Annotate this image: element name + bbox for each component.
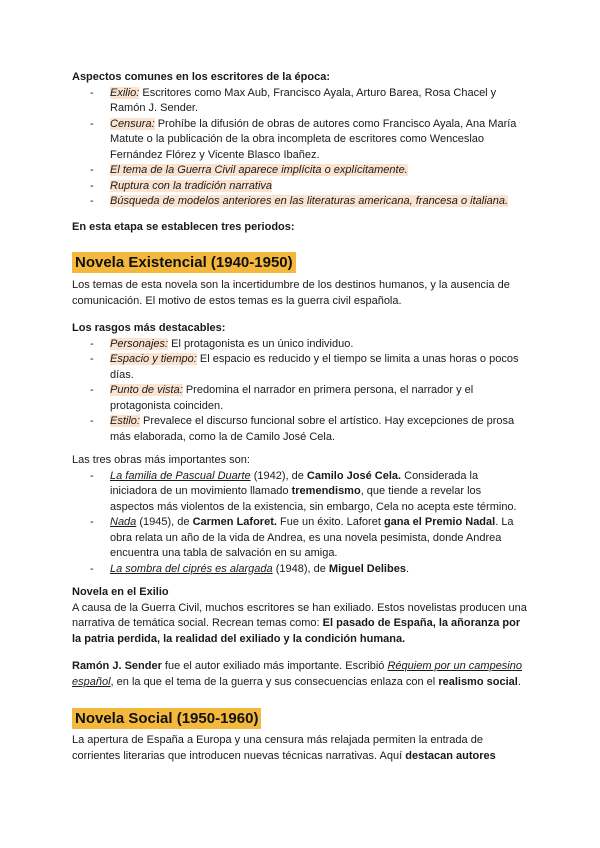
aspects-heading: Aspectos comunes en los escritores de la época: <box>72 71 330 83</box>
list-item: - Estilo: Prevalece el discurso funcional sobre el artístico. Hay excepciones de prosa más elaborada, como la de Camilo José Cela. <box>110 414 528 445</box>
list-item: - Búsqueda de modelos anteriores en las literaturas americana, francesa o italiana. <box>110 194 528 210</box>
obras-section <box>72 453 528 577</box>
list-item: - La familia de Pascual Duarte (1942), de Camilo José Cela. Considerada la iniciadora de un movimiento llamado tremendismo, que tiende a revelar los aspectos más violentos de la existencia, sin embargo, Cela no acepta este término. <box>110 469 528 516</box>
list-item: - Espacio y tiempo: El espacio es reducido y el tiempo se limita a unas horas o pocos días. <box>110 352 528 383</box>
rasgos-list <box>72 337 528 446</box>
section-heading-social: Novela Social (1950-1960) <box>72 708 261 729</box>
list-item: - Nada (1945), de Carmen Laforet. Fue un éxito. Laforet gana el Premio Nadal. La obra relata un año de la vida de Andrea, es una novela pesimista, donde Andrea encuentra una tabla de salvación en su amiga. <box>110 515 528 562</box>
list-item: - Censura: Prohíbe la difusión de obras de autores como Francisco Ayala, Ana María Matute o la publicación de la obra incompleta de escritores como Wenceslao Fernández Flórez y Vicente Blasco Ibañez. <box>110 117 528 164</box>
list-item: - Exilio: Escritores como Max Aub, Francisco Ayala, Arturo Barea, Rosa Chacel y Ramón J. Sender. <box>110 86 528 117</box>
book-title: Réquiem por un campesino español <box>72 660 522 688</box>
exilio-paragraph: A causa de la Guerra Civil, muchos escritores se han exiliado. Estos novelistas producen una narrativa de temática social. Recrean temas como: El pasado de España, la añoranza por la patria perdida, la realidad del exiliado y la condición humana. <box>72 601 527 645</box>
periods-intro: En esta etapa se establecen tres periodos: <box>72 221 295 233</box>
social-paragraph: La apertura de España a Europa y una censura más relajada permiten la entrada de corrientes literarias que introducen nuevas técnicas narrativas. Aquí destacan autores <box>72 734 496 762</box>
aspects-section <box>72 70 528 210</box>
rasgos-heading: Los rasgos más destacables: <box>72 322 226 334</box>
book-title: La familia de Pascual Duarte <box>110 469 251 482</box>
obras-list <box>72 469 528 578</box>
list-item: - Ruptura con la tradición narrativa <box>110 179 528 195</box>
list-item: - El tema de la Guerra Civil aparece implícita o explícitamente. <box>110 163 528 179</box>
section-heading-existencial: Novela Existencial (1940-1950) <box>72 252 296 273</box>
rasgos-section <box>72 321 528 445</box>
list-item: - Personajes: El protagonista es un único individuo. <box>110 337 528 353</box>
aspects-list <box>72 86 528 210</box>
book-title: La sombra del ciprés es alargada <box>110 562 273 575</box>
sender-paragraph: Ramón J. Sender fue el autor exiliado más importante. Escribió Réquiem por un campesino español, en la que el tema de la guerra y sus consecuencias enlaza con el realismo social. <box>72 660 522 688</box>
exilio-heading: Novela en el Exilio <box>72 586 169 598</box>
list-item: - Punto de vista: Predomina el narrador en primera persona, el narrador y el protagonista coinciden. <box>110 383 528 414</box>
list-item: - La sombra del ciprés es alargada (1948), de Miguel Delibes. <box>110 562 528 578</box>
book-title: Nada <box>110 516 137 528</box>
exilio-section <box>72 585 528 647</box>
obras-intro: Las tres obras más importantes son: <box>72 454 250 466</box>
existencial-intro: Los temas de esta novela son la incertidumbre de los destinos humanos, y la ausencia de comunicación. El motivo de estos temas es la guerra civil española. <box>72 279 510 307</box>
